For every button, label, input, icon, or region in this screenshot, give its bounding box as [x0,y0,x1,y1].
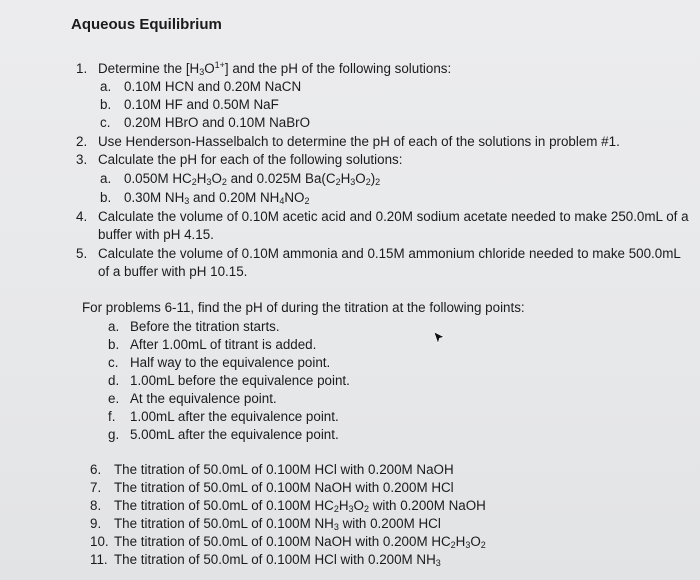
problem-1: 1. Determine the $[H_3O^{1+}]$ and the pH of the following solutions: [76,60,452,77]
titration-point-a: a. Before the titration starts. [108,319,280,334]
titration-point-c: c. Half way to the equivalence point. [108,355,331,370]
problem-4: 4. Calculate the volume of 0.10M acetic acid and 0.20M sodium acetate needed to make 250.0mL of a [76,209,689,224]
problem-5: 5. Calculate the volume of 0.10M ammonia and 0.15M ammonium chloride needed to make 500.0mL [76,246,681,261]
problem-number: 1. [76,61,88,76]
problem-1c: c. 0.20M HBrO and 0.10M NaBrO [100,115,311,130]
titration-point-b: b. After 1.00mL of titrant is added. [108,337,317,352]
problem-4-continued: buffer with pH 4.15. [98,227,214,242]
titration-point-f: f. 1.00mL after the equivalence point. [108,409,339,424]
mouse-cursor-icon [433,331,445,345]
problem-11: 11. The titration of 50.0mL of 0.100M HCl with 0.200M $NH_3$ [90,552,441,568]
titration-point-g: g. 5.00mL after the equivalence point. [108,427,339,442]
problem-5-continued: of a buffer with pH 10.15. [98,264,248,279]
titration-point-e: e. At the equivalence point. [108,391,277,406]
titration-point-d: d. 1.00mL before the equivalence point. [108,373,350,388]
page-title: Aqueous Equilibrium [71,16,222,33]
problem-3: 3. Calculate the pH for each of the following solutions: [76,152,403,167]
problem-3b: b. 0.30M $NH_3$ and 0.20M $NH_4NO_2$ [100,190,310,206]
problem-8: 8. The titration of 50.0mL of 0.100M $HC_2H_3O_2$ with 0.200M NaOH [90,498,486,514]
problem-2: 2. Use Henderson-Hasselbalch to determine the pH of each of the solutions in problem #1. [76,134,620,149]
problem-1a: a. 0.10M HCN and 0.20M NaCN [100,79,302,94]
problem-1b: b. 0.10M HF and 0.50M NaF [100,97,279,112]
problem-9: 9. The titration of 50.0mL of 0.100M $NH_3$ with 0.200M HCl [90,516,441,532]
problem-10: 10. The titration of 50.0mL of 0.100M NaOH with 0.200M $HC_2H_3O_2$ [90,534,486,550]
problem-3a: a. 0.050M $HC_2H_3O_2$ and 0.025M $Ba(C_2H_3O_2)_2$ [100,171,381,187]
titration-intro: For problems 6-11, find the pH of during the titration at the following points: [82,300,525,315]
problem-6: 6. The titration of 50.0mL of 0.100M HCl with 0.200M NaOH [90,462,454,477]
problem-7: 7. The titration of 50.0mL of 0.100M NaOH with 0.200M HCl [90,480,454,495]
